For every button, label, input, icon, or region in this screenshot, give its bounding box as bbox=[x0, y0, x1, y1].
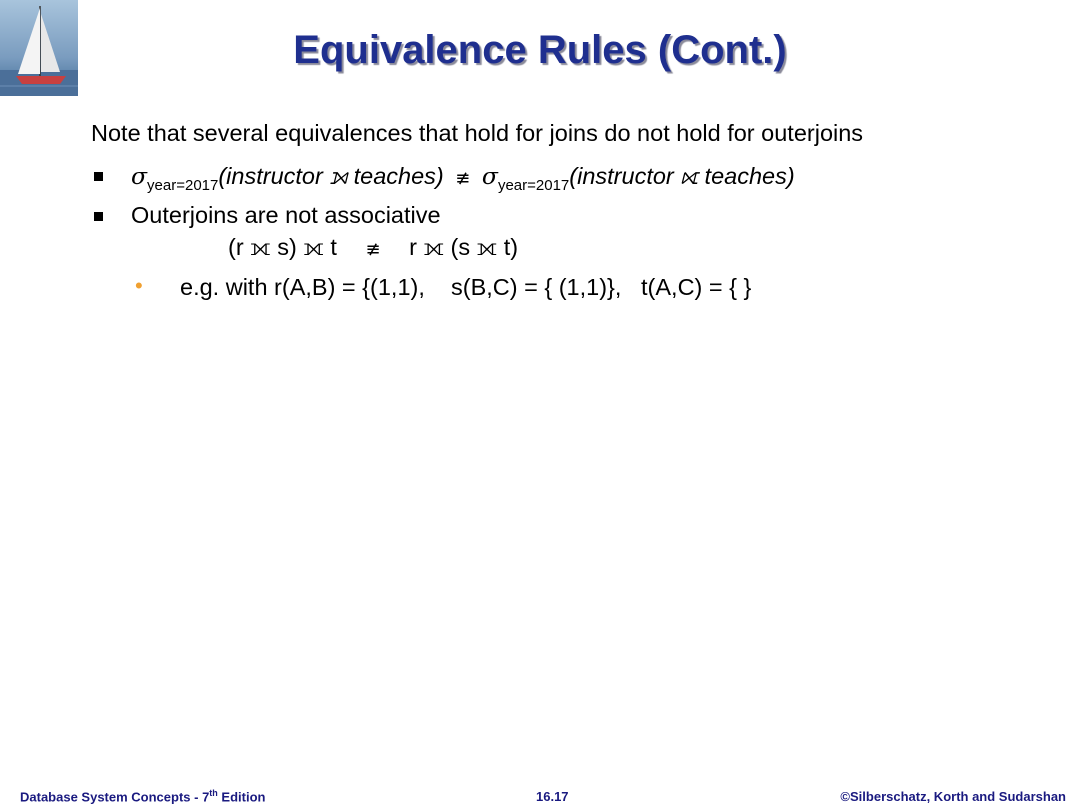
assoc-right: r ⟗ (s ⟗ t) bbox=[409, 234, 519, 260]
dot-bullet-icon: • bbox=[135, 273, 143, 298]
footer-book-name: Database System Concepts - 7 bbox=[20, 789, 210, 804]
assoc-left: (r ⟗ s) ⟗ t bbox=[228, 234, 337, 260]
square-bullet-icon bbox=[94, 212, 103, 221]
slide-number: 16.17 bbox=[536, 789, 569, 804]
selection-condition: year=2017 bbox=[497, 177, 570, 194]
footer-superscript: th bbox=[209, 787, 218, 798]
intro-text: Note that several equivalences that hold for joins do not hold for outerjoins bbox=[91, 120, 864, 146]
right-expression: (instructor ⟖ teaches) bbox=[569, 163, 795, 189]
selection-condition: year=2017 bbox=[147, 177, 219, 194]
bullet-text: Outerjoins are not associative bbox=[131, 202, 441, 228]
example-text: e.g. with r(A,B) = {(1,1), s(B,C) = { (1,1)}, t(A,C) = { } bbox=[180, 274, 752, 300]
left-expression: (instructor ⟕ teaches) bbox=[218, 163, 444, 189]
slide-title: Equivalence Rules (Cont.) bbox=[293, 28, 787, 72]
associativity-expression bbox=[228, 234, 518, 261]
footer-edition: Edition bbox=[217, 789, 266, 804]
footer-book-title bbox=[20, 788, 265, 804]
square-bullet-icon bbox=[94, 172, 103, 181]
sigma-symbol: σ bbox=[481, 162, 498, 190]
footer-copyright: ©Silberschatz, Korth and Sudarshan bbox=[840, 789, 1066, 804]
sigma-symbol: σ bbox=[131, 162, 148, 190]
not-equivalent-symbol: ≢ bbox=[365, 239, 381, 260]
not-equivalent-symbol: ≢ bbox=[455, 168, 471, 189]
